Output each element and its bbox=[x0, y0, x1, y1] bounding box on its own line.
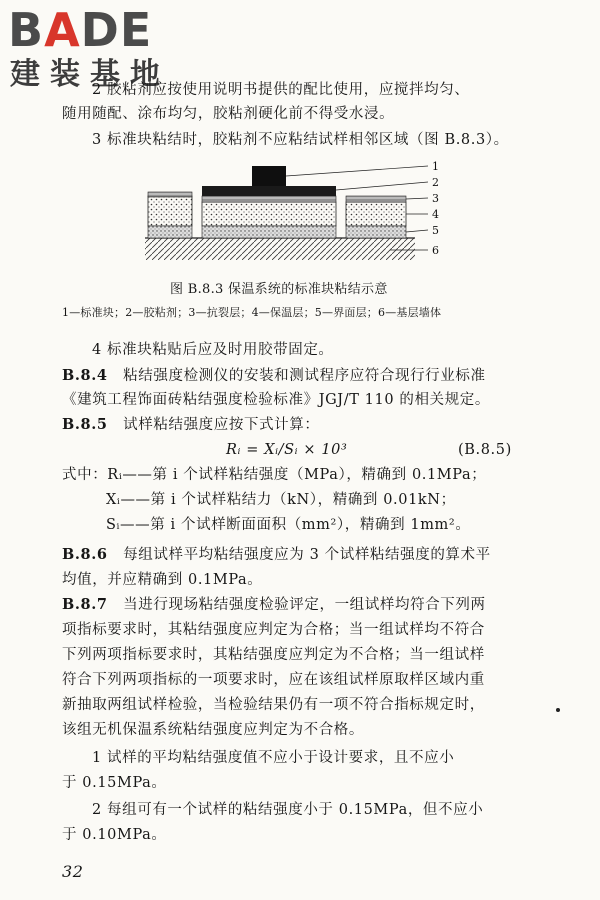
clause-number: B.8.5 bbox=[62, 416, 108, 433]
clause-b87-line6: 该组无机保温系统粘结强度应判定为不合格。 bbox=[62, 722, 364, 738]
adhesive-layer bbox=[202, 186, 336, 196]
interface-layer bbox=[202, 226, 336, 238]
item-2-line1: 2 胶粘剂应按使用说明书提供的配比使用，应搅拌均匀、 bbox=[92, 82, 470, 98]
middle-insulation-block bbox=[202, 202, 336, 226]
clause-number: B.8.4 bbox=[62, 367, 108, 384]
item-2b-line1: 2 每组可有一个试样的粘结强度小于 0.15MPa，但不应小 bbox=[92, 802, 484, 818]
page-number: 32 bbox=[62, 862, 84, 881]
definition-r: 式中：Rᵢ——第 i 个试样粘结强度（MPa），精确到 0.1MPa； bbox=[62, 467, 487, 483]
figure-legend: 1—标准块；2—胶粘剂；3—抗裂层；4—保温层；5—界面层；6—基层墙体 bbox=[62, 306, 442, 319]
standard-block bbox=[252, 166, 286, 186]
base-wall-layer bbox=[145, 238, 415, 260]
item-2-line2: 随用随配、涂布均匀，胶粘剂硬化前不得受水浸。 bbox=[62, 106, 395, 122]
formula: Rᵢ = Xᵢ/Sᵢ × 10³ bbox=[226, 442, 348, 458]
clause-b84-line1: B.8.4 粘结强度检测仪的安装和测试程序应符合现行行业标准 bbox=[62, 367, 486, 384]
clause-b84-line2: 《建筑工程饰面砖粘结强度检验标准》JGJ/T 110 的相关规定。 bbox=[62, 392, 490, 408]
item-1-line1: 1 试样的平均粘结强度值不应小于设计要求，且不应小 bbox=[92, 750, 455, 766]
clause-b87-line2: 项指标要求时，其粘结强度应判定为合格；当一组试样均不符合 bbox=[62, 622, 485, 638]
definition-x: Xᵢ——第 i 个试样粘结力（kN），精确到 0.01kN； bbox=[106, 492, 456, 508]
clause-number: B.8.6 bbox=[62, 546, 108, 563]
callout-3: 3 bbox=[432, 192, 439, 205]
item-1-line2: 于 0.15MPa。 bbox=[62, 775, 167, 791]
brand-logo: BADE bbox=[8, 3, 153, 57]
right-insulation-block bbox=[346, 202, 406, 226]
brand-subtitle: 建装基地 bbox=[10, 57, 170, 92]
item-3-line: 3 标准块粘结时，胶粘剂不应粘结试样相邻区域（图 B.8.3）。 bbox=[92, 132, 509, 148]
left-insulation-block bbox=[148, 196, 192, 226]
crack-resistant-layer bbox=[202, 196, 336, 202]
item-4-line: 4 标准块粘贴后应及时用胶带固定。 bbox=[92, 342, 334, 358]
figure-caption: 图 B.8.3 保温系统的标准块粘结示意 bbox=[170, 282, 388, 297]
callout-6: 6 bbox=[432, 244, 439, 257]
clause-number: B.8.7 bbox=[62, 596, 108, 613]
clause-b87-line5: 新抽取两组试样检验，当检验结果仍有一项不符合指标规定时， bbox=[62, 697, 485, 713]
clause-b86-line2: 均值，并应精确到 0.1MPa。 bbox=[62, 572, 263, 588]
bonding-diagram bbox=[140, 158, 460, 270]
callout-1: 1 bbox=[432, 160, 439, 173]
clause-b85-line1: B.8.5 试样粘结强度应按下式计算： bbox=[62, 416, 320, 433]
item-2b-line2: 于 0.10MPa。 bbox=[62, 827, 167, 843]
definition-s: Sᵢ——第 i 个试样断面面积（mm²），精确到 1mm²。 bbox=[106, 517, 471, 533]
clause-b86-line1: B.8.6 每组试样平均粘结强度应为 3 个试样粘结强度的算术平 bbox=[62, 546, 491, 563]
formula-number: (B.8.5) bbox=[458, 442, 512, 458]
clause-b87-line4: 符合下列两项指标的一项要求时，应在该组试样原取样区域内重 bbox=[62, 672, 485, 688]
clause-b87-line1: B.8.7 当进行现场粘结强度检验评定，一组试样均符合下列两 bbox=[62, 596, 486, 613]
callout-5: 5 bbox=[432, 224, 439, 237]
callout-2: 2 bbox=[432, 176, 439, 189]
callout-4: 4 bbox=[432, 208, 439, 221]
stray-mark bbox=[556, 708, 560, 712]
clause-b87-line3: 下列两项指标要求时，其粘结强度应判定为不合格；当一组试样 bbox=[62, 647, 485, 663]
